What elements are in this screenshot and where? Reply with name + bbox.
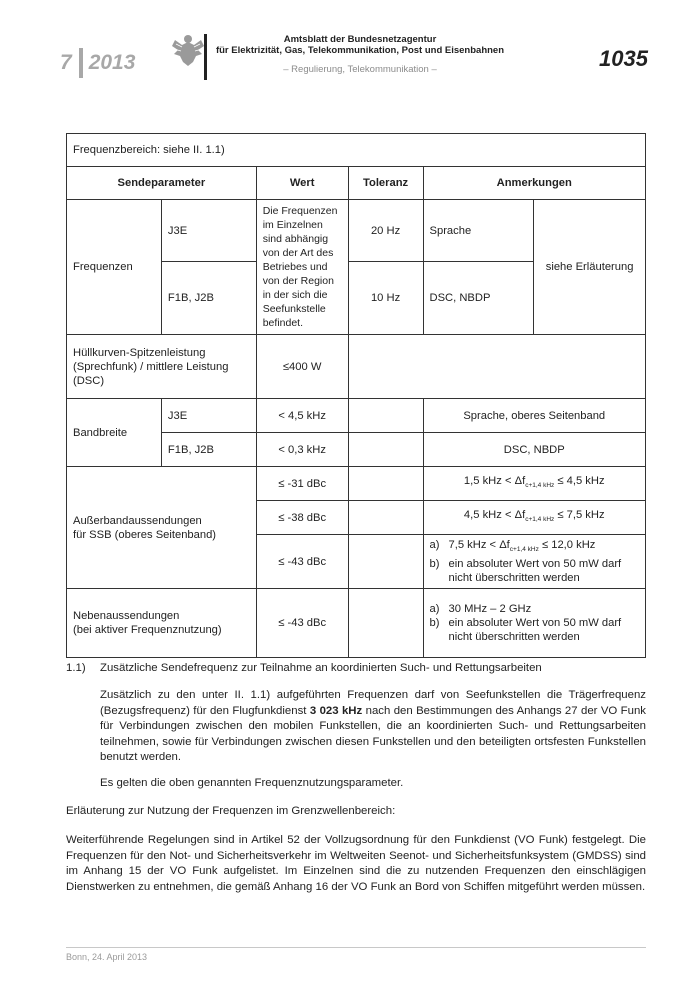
- header-param: Sendeparameter: [67, 167, 257, 200]
- peak-power-value: ≤400 W: [256, 335, 348, 399]
- table-row: [67, 335, 646, 399]
- list-marker: a): [429, 539, 440, 551]
- oob-remark-2: [423, 501, 645, 535]
- spurious-value: ≤ -43 dBc: [256, 589, 348, 658]
- table-header-row: [67, 167, 646, 200]
- oob-label: [67, 467, 257, 589]
- oob-remark-3: [423, 535, 645, 589]
- paragraph-text: nach den Bestimmungen des Anhangs 27 der VO Funk für Verbindungen zwischen den mobilen Funkstellen, die an koordinierten Such- und Rettungsarbeiten teilnehmen, sowie für Verbindungen zwischen diesen Funkstellen und den beteiligten ortsfesten Funkstellen benutzt werden.: [100, 704, 646, 763]
- freq-tolerance-j3e: 20 Hz: [348, 200, 423, 262]
- freq-remark-f1b: DSC, NBDP: [423, 262, 534, 335]
- list-marker: a): [429, 603, 440, 616]
- oob-remark-text: ≤ 4,5 kHz: [554, 474, 605, 487]
- issue-number: 7: [60, 51, 72, 74]
- list-text: 30 MHz – 2 GHz: [448, 603, 532, 616]
- peak-power-label: Hüllkurven-Spitzenleistung (Sprechfunk) / mittlere Leistung (DSC): [67, 335, 257, 399]
- oob-value-2: ≤ -38 dBc: [256, 501, 348, 535]
- list-text: [449, 538, 639, 557]
- publication-subtitle: für Elektrizität, Gas, Telekommunikation, Post und Eisenbahnen: [215, 45, 505, 56]
- bandwidth-remark-j3e: Sprache, oberes Seitenband: [423, 399, 645, 433]
- frequency-highlight: 3 023 kHz: [309, 704, 363, 717]
- page-number: 1035: [599, 46, 648, 71]
- spurious-tolerance-empty: [348, 589, 423, 658]
- list-item: [430, 557, 639, 585]
- bandwidth-mode-f1b: F1B, J2B: [161, 433, 256, 467]
- header-remarks: Anmerkungen: [423, 167, 645, 200]
- paragraph-text: Zusätzlich zu den unter II. 1.1) aufgeführten Frequenzen darf von Seefunkstellen die Trägerfrequenz (Bezugsfrequenz) für den Flugfunkdienst: [100, 689, 646, 717]
- oob-tolerance-empty: [348, 467, 423, 501]
- table-row: [67, 200, 646, 262]
- oob-remark-subscript: c+1,4 kHz: [525, 516, 555, 524]
- table-row: [67, 134, 646, 167]
- bandwidth-remark-f1b: DSC, NBDP: [423, 433, 645, 467]
- list-text: ein absoluter Wert von 50 mW darf nicht überschritten werden: [448, 558, 622, 585]
- list-item: [430, 602, 639, 616]
- section-title: Zusätzliche Sendefrequenz zur Teilnahme an koordinierten Such- und Rettungsarbeiten: [100, 662, 542, 674]
- footer-divider: [66, 947, 646, 948]
- oob-remark-text: 1,5 kHz < Δf: [463, 474, 526, 487]
- spurious-label: [67, 589, 257, 658]
- list-marker: b): [429, 558, 440, 571]
- oob-label-line: für SSB (oberes Seitenband): [73, 528, 217, 541]
- oob-remark-1: [423, 467, 645, 501]
- oob-value-3: ≤ -43 dBc: [256, 535, 348, 589]
- issue-year: 2013: [88, 51, 136, 74]
- paragraph: Weiterführende Regelungen sind in Artikel 52 der Vollzugsordnung für den Funkdienst (VO Funk) festgelegt. Die Frequenzen für den Not- und Sicherheitsverkehr im Weltweiten Seenot- und Sicherheitsfunksystem (GMDSS) sind im Anhang 15 der VO Funk aufgelistet. Im Einzelnen sind die zu nutzenden Frequenzen den einschlägigen Dienstwerken zu entnehmen, die gemäß Anhang 16 der VO Funk an Bord von Schiffen mitgeführt werden müssen.: [66, 834, 646, 893]
- freq-label: Frequenzen: [67, 200, 162, 335]
- list-marker: b): [429, 617, 440, 630]
- bandwidth-label: Bandbreite: [67, 399, 162, 467]
- list-item: [430, 616, 639, 644]
- section-heading: [66, 661, 646, 677]
- frequency-range-cell: Frequenzbereich: siehe II. 1.1): [67, 134, 646, 167]
- bandwidth-tolerance-empty: [348, 433, 423, 467]
- oob-remark-text: 4,5 kHz < Δf: [463, 508, 526, 521]
- freq-tolerance-f1b: 10 Hz: [348, 262, 423, 335]
- oob-remark-subscript: c+1,4 kHz: [509, 546, 539, 554]
- oob-label-line: Außerbandaussendungen: [73, 514, 202, 527]
- publication-title: Amtsblatt der Bundesnetzagentur: [283, 34, 437, 45]
- bandwidth-value-f1b: < 0,3 kHz: [256, 433, 348, 467]
- oob-tolerance-empty: [348, 501, 423, 535]
- footer-place-date: Bonn, 24. April 2013: [66, 952, 148, 962]
- oob-remark-text: 7,5 kHz < Δf: [448, 539, 510, 551]
- freq-mode-f1b: F1B, J2B: [161, 262, 256, 335]
- list-text: ein absoluter Wert von 50 mW darf nicht überschritten werden: [448, 617, 622, 644]
- freq-remark-common: siehe Erläuterung: [534, 200, 646, 335]
- spurious-label-line: (bei aktiver Frequenznutzung): [73, 624, 222, 637]
- federal-eagle-icon: [168, 30, 208, 70]
- issue-separator: [79, 48, 83, 78]
- oob-remark-text: ≤ 7,5 kHz: [554, 508, 605, 521]
- publication-section: – Regulierung, Telekommunikation –: [283, 64, 437, 75]
- header-tolerance: Toleranz: [348, 167, 423, 200]
- section-number: 1.1): [66, 662, 86, 674]
- table-row: [67, 589, 646, 658]
- paragraph: Es gelten die oben genannten Frequenznutzungsparameter.: [100, 777, 404, 789]
- oob-tolerance-empty: [348, 535, 423, 589]
- header-bar: [204, 34, 207, 80]
- oob-value-1: ≤ -31 dBc: [256, 467, 348, 501]
- peak-power-empty: [348, 335, 645, 399]
- freq-remark-j3e: Sprache: [423, 200, 534, 262]
- list-item: [430, 538, 639, 557]
- oob-remark-subscript: c+1,4 kHz: [525, 482, 555, 490]
- paragraph: [100, 688, 646, 766]
- table-row: [67, 399, 646, 433]
- explanation-heading: Erläuterung zur Nutzung der Frequenzen im Grenzwellenbereich:: [66, 805, 396, 817]
- spurious-label-line: Nebenaussendungen: [73, 610, 180, 623]
- transmit-parameter-table: [66, 133, 646, 658]
- header-value: Wert: [256, 167, 348, 200]
- bandwidth-value-j3e: < 4,5 kHz: [256, 399, 348, 433]
- bandwidth-mode-j3e: J3E: [161, 399, 256, 433]
- freq-mode-j3e: J3E: [161, 200, 256, 262]
- spurious-remark: [423, 589, 645, 658]
- freq-value: Die Frequenzen im Einzelnen sind abhängig von der Art des Betriebes und von der Region in der sich die Seefunkstelle befindet.: [256, 200, 348, 335]
- publication-header: [215, 34, 505, 75]
- oob-remark-text: ≤ 12,0 kHz: [538, 539, 596, 551]
- issue-marker: [60, 48, 135, 78]
- bandwidth-tolerance-empty: [348, 399, 423, 433]
- table-row: [67, 467, 646, 501]
